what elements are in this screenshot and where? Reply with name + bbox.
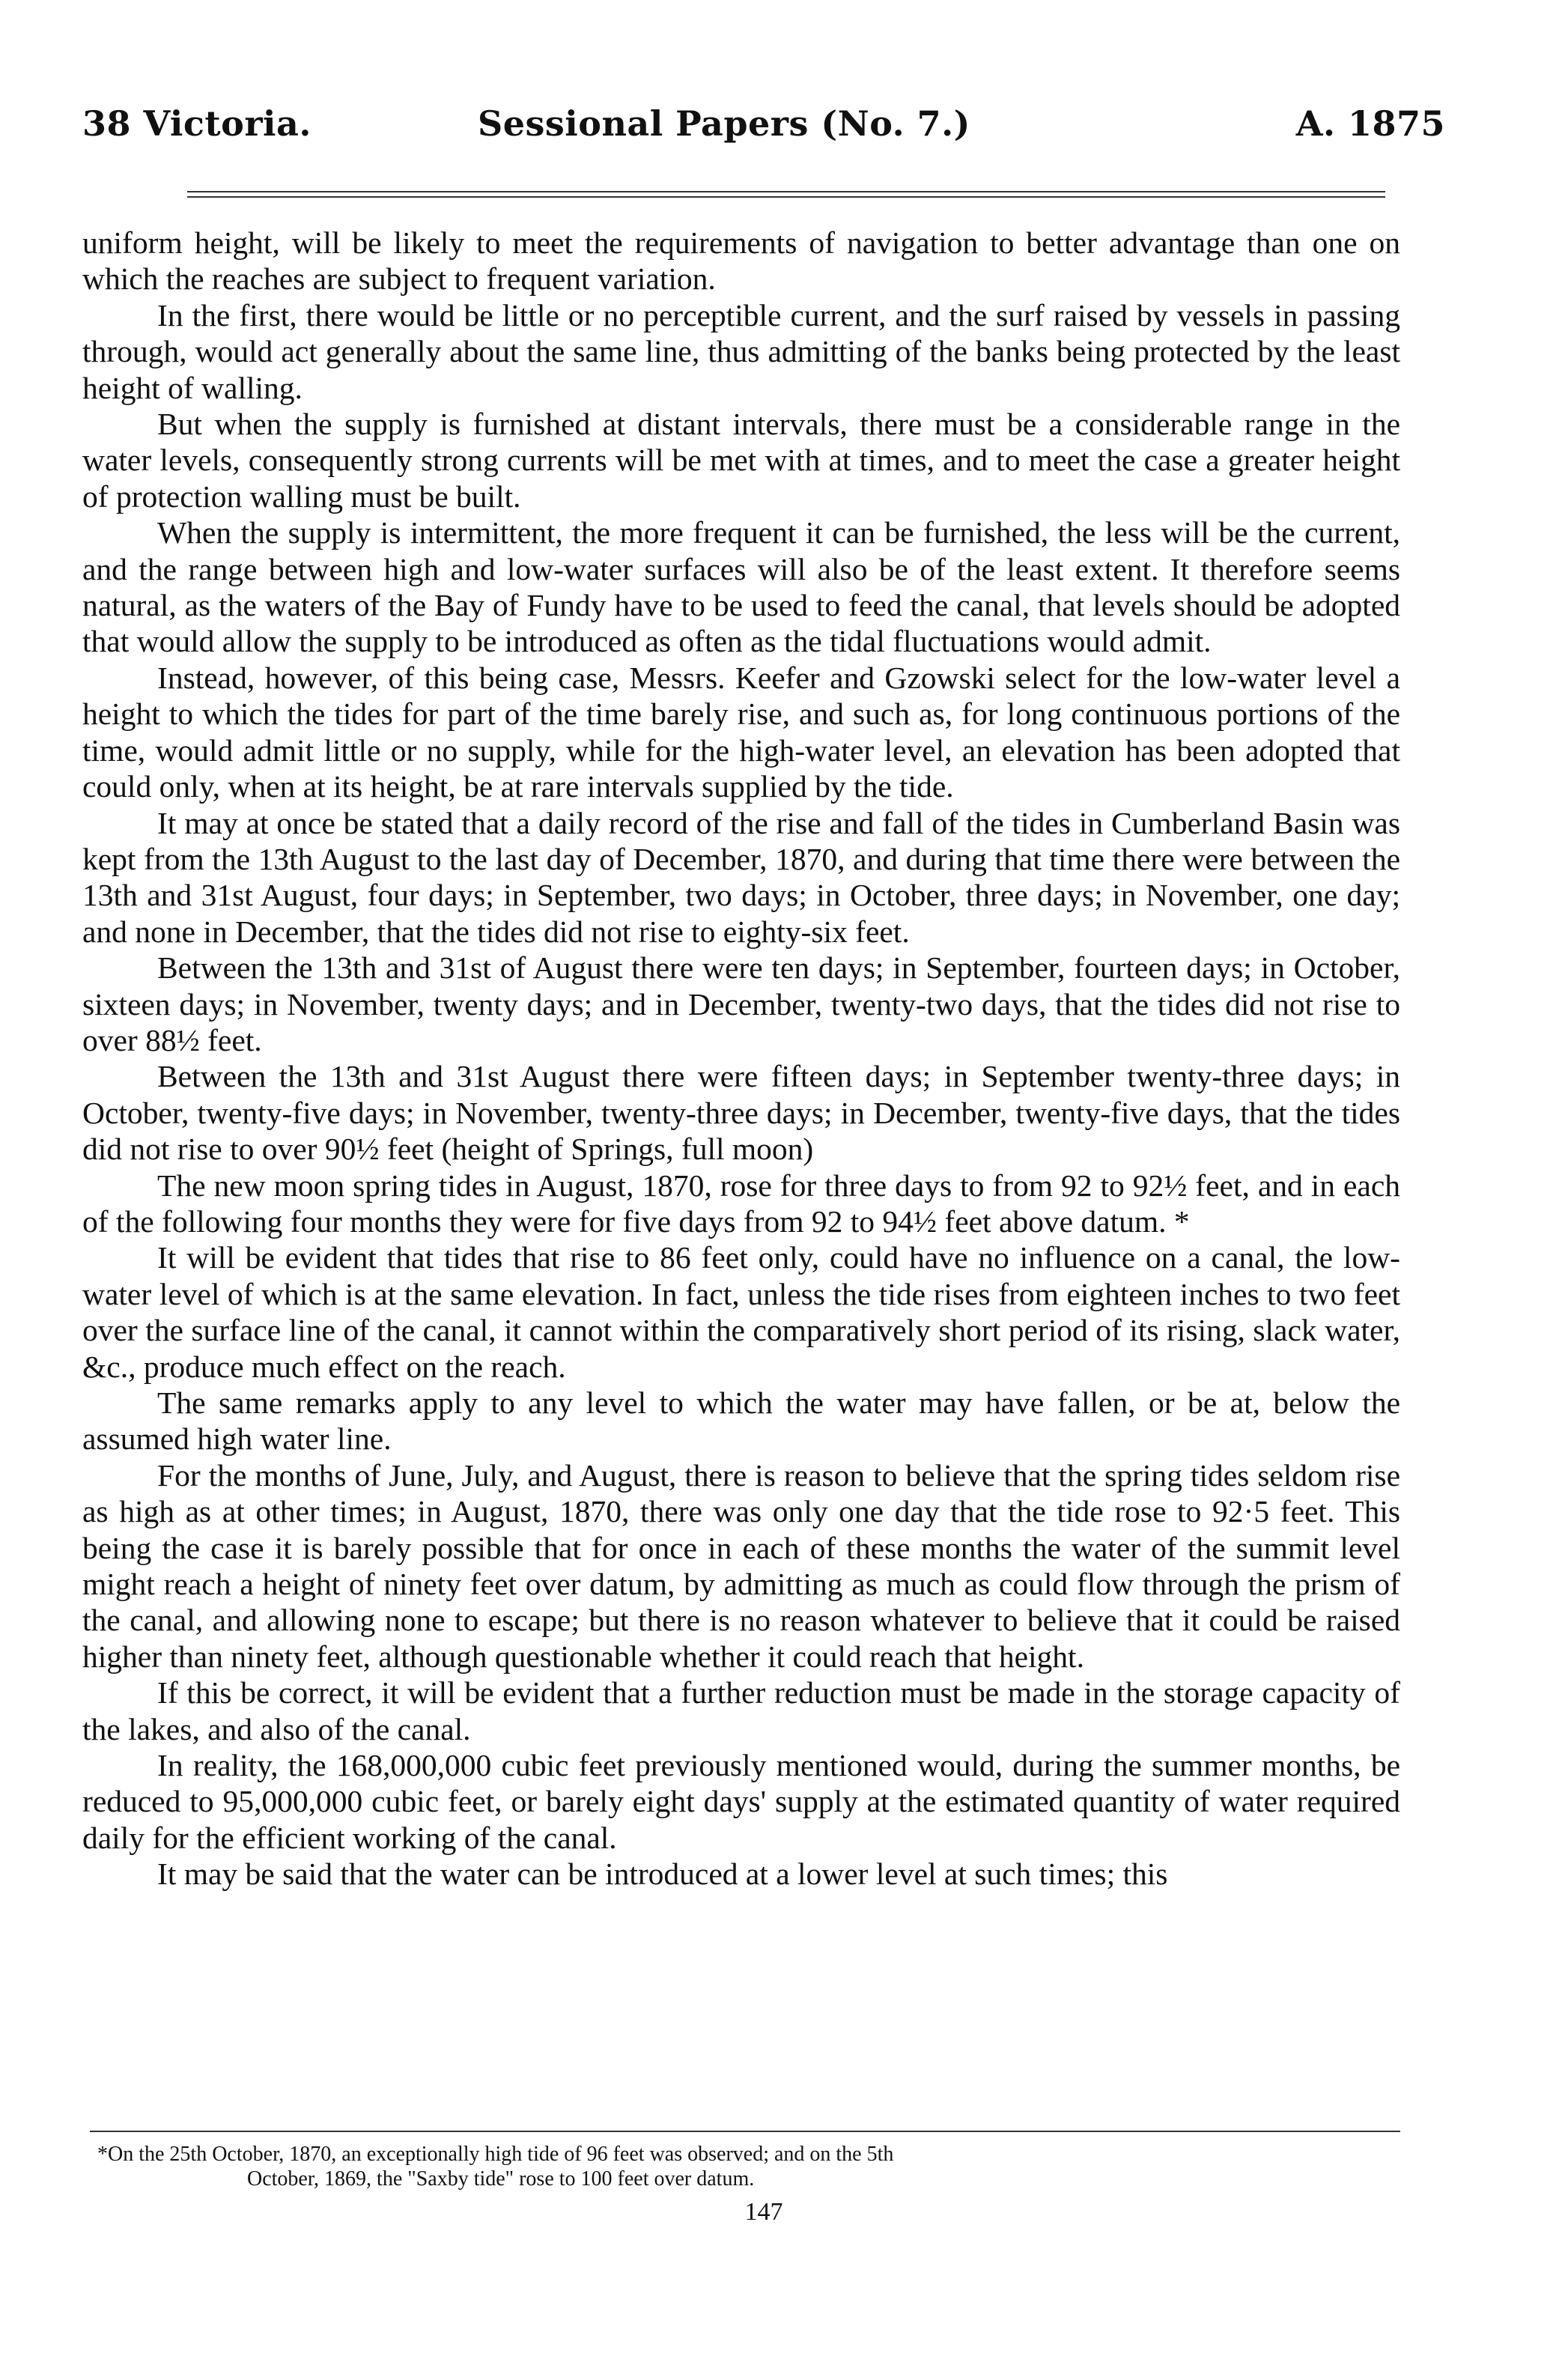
header-title: Sessional Papers (No. 7.): [478, 103, 970, 144]
paragraph: Between the 13th and 31st of August there were ten days; in September, fourteen days; in October, sixteen days; in November, twenty days; and in December, twenty-two days, that the tides did not rise to over 88½ feet.: [82, 950, 1400, 1057]
body-text: [82, 225, 1400, 1892]
paragraph: The new moon spring tides in August, 1870, rose for three days to from 92 to 92½ feet, and in each of the following four months they were for five days from 92 to 94½ feet above datum. *: [82, 1168, 1400, 1239]
paragraph: Instead, however, of this being case, Messrs. Keefer and Gzowski select for the low-water level a height to which the tides for part of the time barely rise, and such as, for long continuous portions of the time, would admit little or no supply, while for the high-water level, an elevation has been adopted that could only, when at its height, be at rare intervals supplied by the tide.: [82, 660, 1400, 804]
paragraph: When the supply is intermittent, the more frequent it can be furnished, the less will be the current, and the range between high and low-water surfaces will also be of the least extent. It therefore seems natural, as the waters of the Bay of Fundy have to be used to feed the canal, that levels should be adopted that would allow the supply to be introduced as often as the tidal fluctuations would admit.: [82, 515, 1400, 659]
footnote-line: October, 1869, the "Saxby tide" rose to 100 feet over datum.: [247, 2167, 755, 2191]
paragraph: In the first, there would be little or no perceptible current, and the surf raised by vessels in passing through, would act generally about the same line, thus admitting of the banks being protected by the least height of walling.: [82, 297, 1400, 405]
paragraph: The same remarks apply to any level to which the water may have fallen, or be at, below the assumed high water line.: [82, 1385, 1400, 1457]
paragraph: It will be evident that tides that rise to 86 feet only, could have no influence on a canal, the low-water level of which is at the same elevation. In fact, unless the tide rises from eighteen inches to two feet over the surface line of the canal, it cannot within the comparatively short period of its rising, slack water, &c., produce much effect on the reach.: [82, 1240, 1400, 1384]
paragraph: It may be said that the water can be introduced at a lower level at such times; this: [157, 1857, 1168, 1892]
paragraph: In reality, the 168,000,000 cubic feet previously mentioned would, during the summer months, be reduced to 95,000,000 cubic feet, or barely eight days' supply at the estimated quantity of water required daily for the efficient working of the canal.: [82, 1748, 1400, 1855]
running-head: [82, 103, 1445, 157]
header-session: 38 Victoria.: [82, 103, 312, 144]
header-rule-bottom: [187, 196, 1385, 198]
paragraph: Between the 13th and 31st August there were fifteen days; in September twenty-three days; in October, twenty-five days; in November, twenty-three days; in December, twenty-five days, that the tides did not rise to over 90½ feet (height of Springs, full moon): [82, 1059, 1400, 1167]
footnote-rule: [90, 2131, 1400, 2132]
header-rule-top: [187, 191, 1385, 192]
paragraph: If this be correct, it will be evident that a further reduction must be made in the storage capacity of the lakes, and also of the canal.: [82, 1675, 1400, 1746]
footnote-line: *On the 25th October, 1870, an exceptionally high tide of 96 feet was observed; and on the 5th: [97, 2143, 894, 2166]
header-year: A. 1875: [1295, 103, 1445, 144]
paragraph: But when the supply is furnished at distant intervals, there must be a considerable range in the water levels, consequently strong currents will be met with at times, and to meet the case a greater height of protection walling must be built.: [82, 407, 1400, 514]
page-number: 147: [744, 2198, 783, 2226]
footnote: [97, 2142, 1393, 2191]
paragraph: uniform height, will be likely to meet the requirements of navigation to better advantage than one on which the reaches are subject to frequent variation.: [82, 225, 1400, 297]
paragraph: It may at once be stated that a daily record of the rise and fall of the tides in Cumberland Basin was kept from the 13th August to the last day of December, 1870, and during that time there were between the 13th and 31st August, four days; in September, two days; in October, three days; in November, one day; and none in December, that the tides did not rise to eighty-six feet.: [82, 805, 1400, 949]
paragraph: For the months of June, July, and August, there is reason to believe that the spring tides seldom rise as high as at other times; in August, 1870, there was only one day that the tide rose to 92·5 feet. This being the case it is barely possible that for once in each of these months the water of the summit level might reach a height of ninety feet over datum, by admitting as much as could flow through the prism of the canal, and allowing none to escape; but there is no reason whatever to believe that it could be raised higher than ninety feet, although questionable whether it could reach that height.: [82, 1457, 1400, 1674]
